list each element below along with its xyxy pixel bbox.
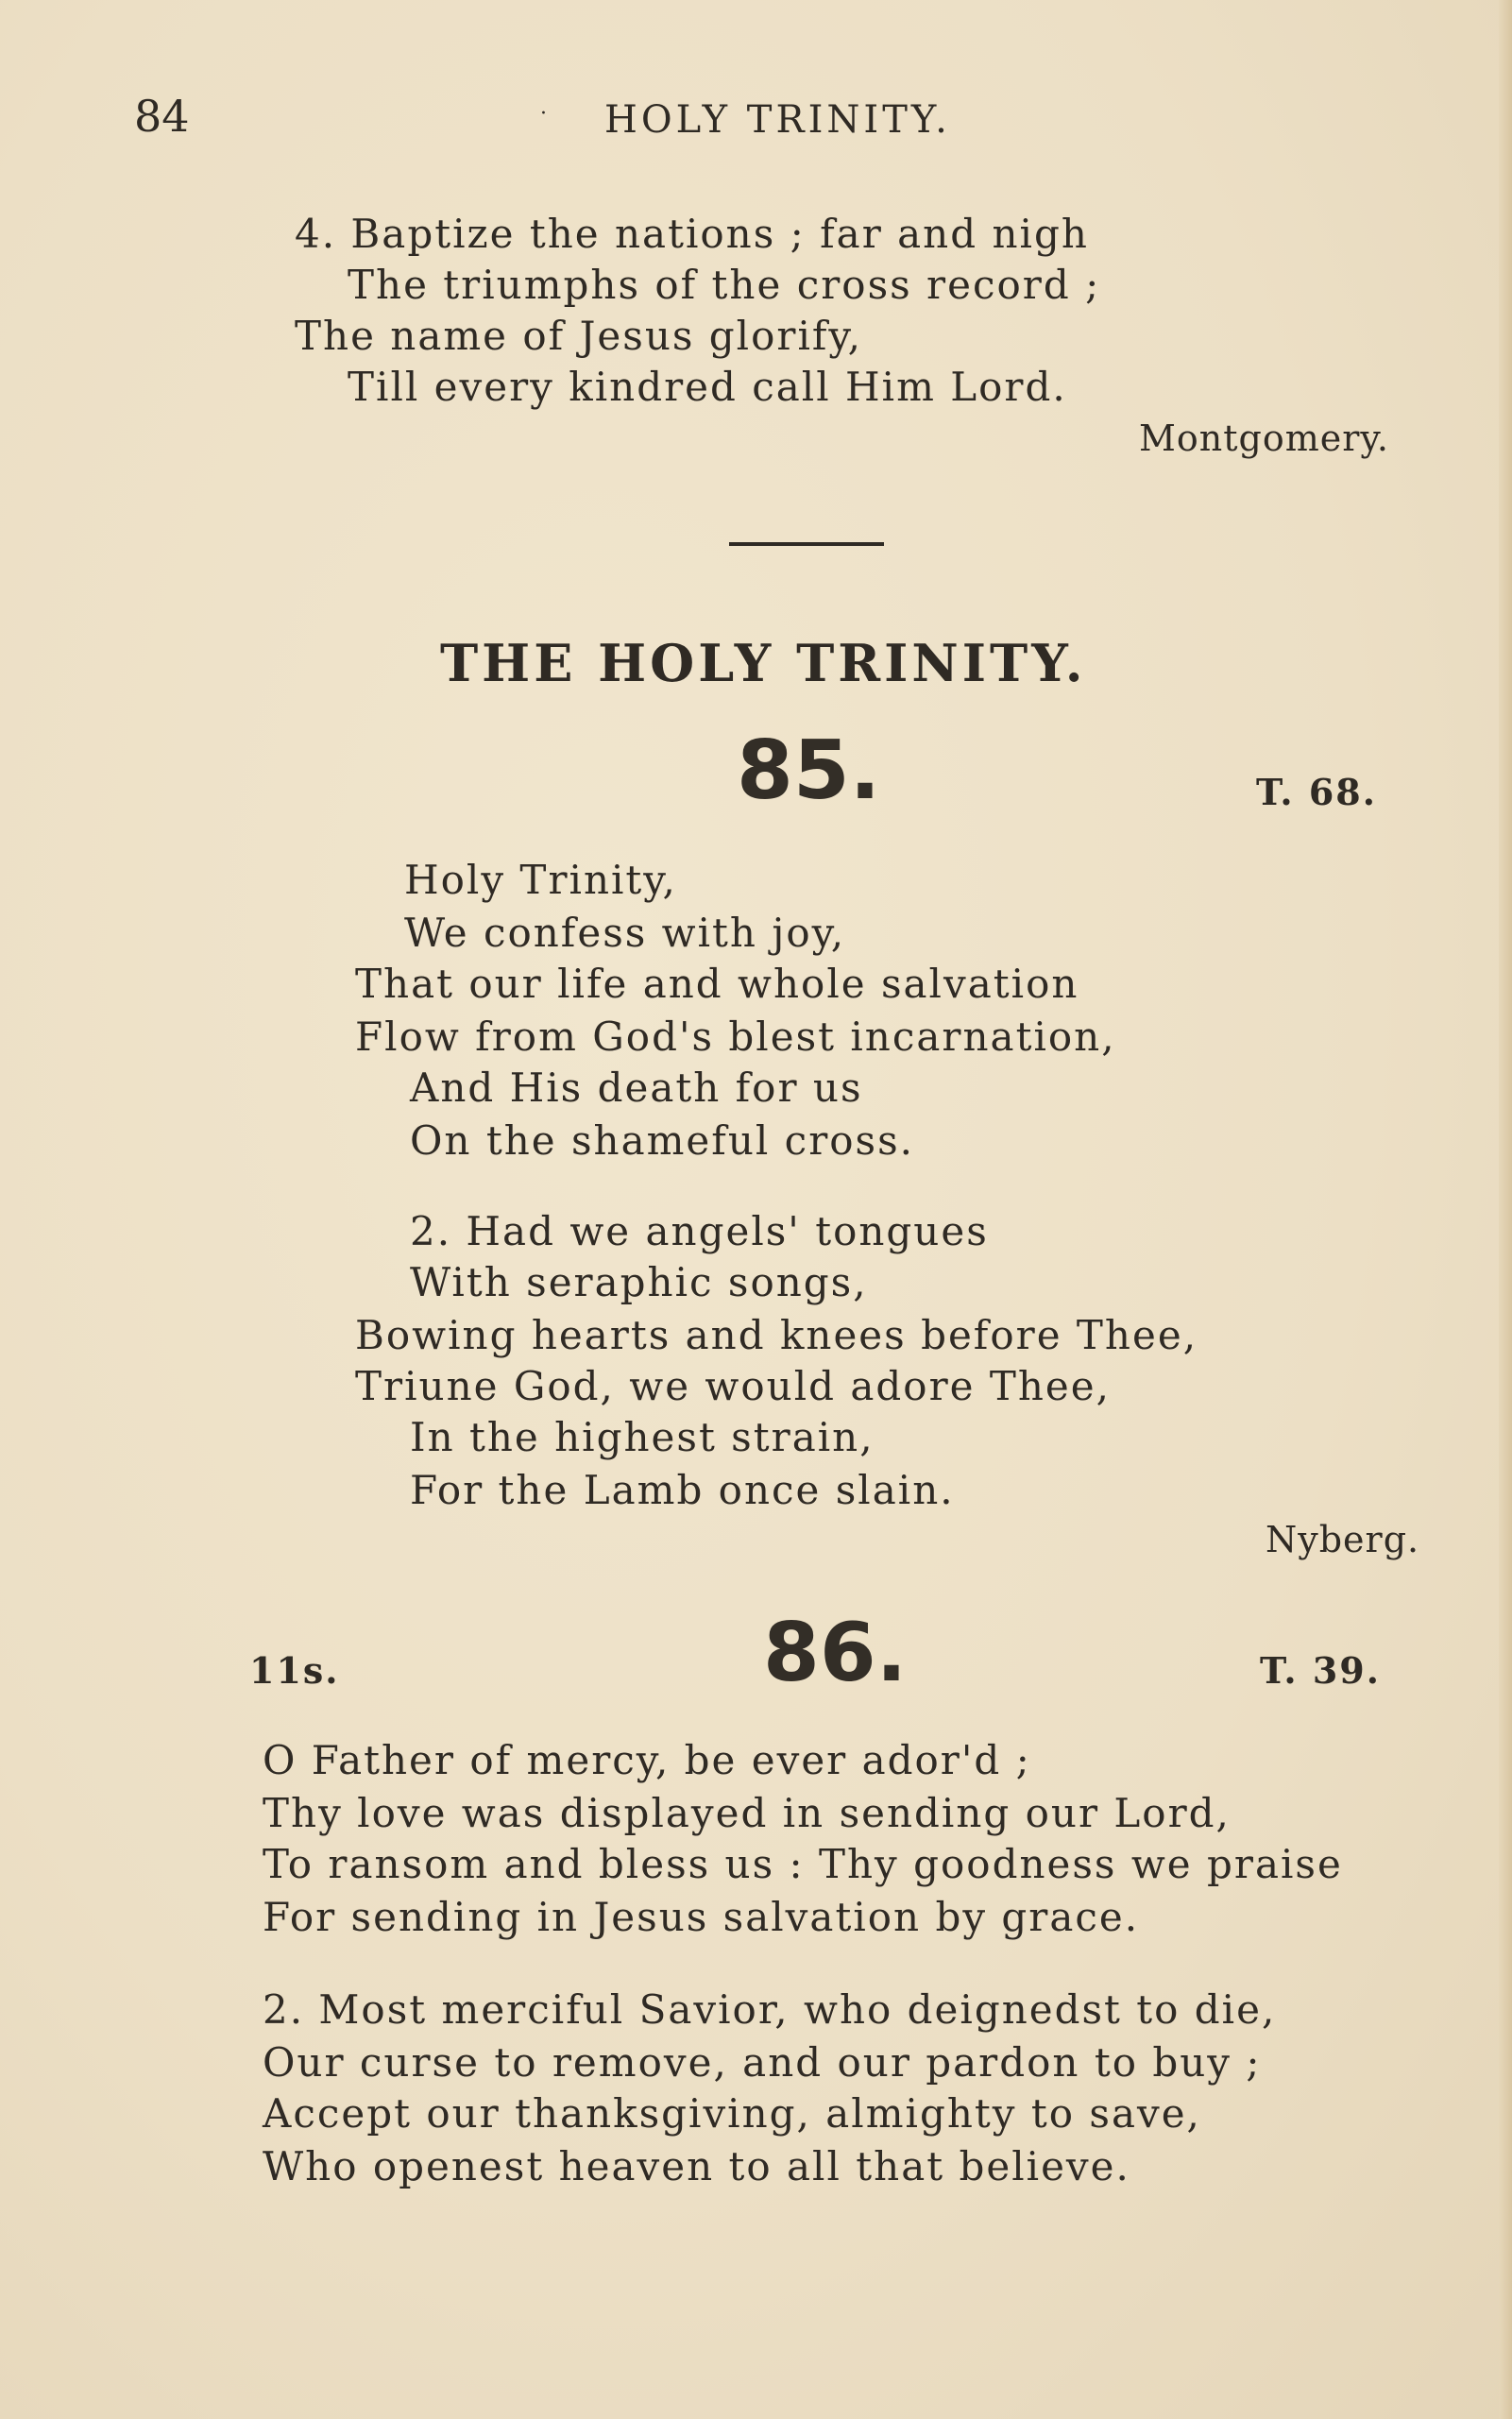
verse-line: 2. Had we angels' tongues	[410, 1208, 989, 1254]
verse-line: For sending in Jesus salvation by grace.	[263, 1894, 1140, 1940]
verse-line: And His death for us	[410, 1065, 863, 1111]
verse-line: Our curse to remove, and our pardon to buy ;	[263, 2039, 1262, 2086]
verse-line: With seraphic songs,	[410, 1259, 868, 1305]
page-edge	[1499, 0, 1512, 2419]
tune-number: T. 68.	[1256, 771, 1377, 813]
verse-line: We confess with joy,	[404, 910, 846, 956]
prev-hymn-line: Till every kindred call Him Lord.	[348, 364, 1067, 410]
hymn-number: 86.	[763, 1606, 908, 1700]
verse-line: Who openest heaven to all that believe.	[263, 2143, 1130, 2189]
section-title: THE HOLY TRINITY.	[440, 633, 1087, 693]
verse-line: In the highest strain,	[410, 1414, 875, 1460]
page-number: 84	[134, 91, 190, 142]
hymn-number: 85.	[737, 724, 881, 818]
prev-hymn-line: 4. Baptize the nations ; far and nigh	[295, 211, 1089, 257]
prev-hymn-author: Montgomery.	[1139, 417, 1389, 459]
verse-line: To ransom and bless us : Thy goodness we praise	[263, 1841, 1343, 1887]
verse-line: Accept our thanksgiving, almighty to save,	[263, 2090, 1201, 2137]
verse-line: Flow from God's blest incarnation,	[355, 1014, 1116, 1060]
verse-line: On the shameful cross.	[410, 1117, 915, 1164]
section-divider	[729, 542, 884, 546]
header-dot: ·	[540, 102, 547, 126]
prev-hymn-line: The name of Jesus glorify,	[295, 313, 862, 359]
hymn-author: Nyberg.	[1266, 1519, 1420, 1560]
verse-line: That our life and whole salvation	[355, 961, 1079, 1007]
verse-line: Holy Trinity,	[404, 857, 677, 903]
verse-line: For the Lamb once slain.	[410, 1467, 955, 1513]
running-title: HOLY TRINITY.	[604, 98, 951, 142]
prev-hymn-line: The triumphs of the cross record ;	[348, 262, 1101, 308]
verse-line: 2. Most merciful Savior, who deignedst to die,	[263, 1986, 1277, 2033]
meter-label: 11s.	[249, 1649, 340, 1692]
verse-line: Thy love was displayed in sending our Lord,	[263, 1790, 1231, 1836]
verse-line: Bowing hearts and knees before Thee,	[355, 1312, 1198, 1358]
tune-number: T. 39.	[1260, 1649, 1381, 1692]
verse-line: Triune God, we would adore Thee,	[355, 1363, 1111, 1409]
verse-line: O Father of mercy, be ever ador'd ;	[263, 1737, 1031, 1783]
